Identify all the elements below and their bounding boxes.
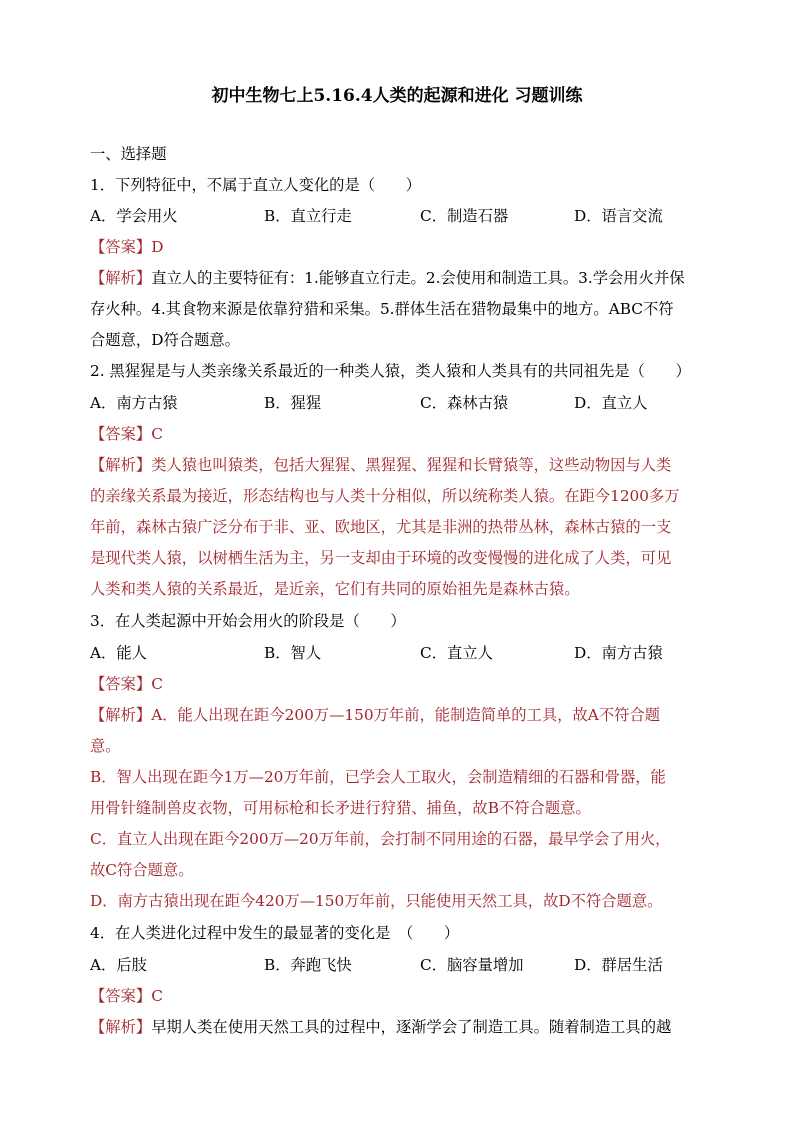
analysis-text: 类人猿也叫猿类，包括大猩猩、黑猩猩、猩猩和长臂猿等，这些动物因与人类 (151, 456, 672, 474)
q4-option-a: A．后肢 (90, 956, 147, 974)
analysis-tag: 【解析】 (90, 456, 152, 474)
q1-analysis-line-3: 合题意，D符合题意。 (90, 331, 240, 349)
q1-option-a: A．学会用火 (90, 207, 178, 225)
q1-analysis-line-1 (90, 266, 685, 290)
answer-tag: 【答案】 (90, 987, 152, 1005)
answer-value: C (151, 425, 163, 443)
q3-option-d: D．南方古猿 (574, 644, 663, 662)
q3-analysis-line-3: B．智人出现在距今1万—20万年前，已学会人工取火，会制造精细的石器和骨器，能 (90, 768, 666, 786)
q4-option-b: B．奔跑飞快 (264, 956, 352, 974)
q4-answer (90, 984, 163, 1008)
q3-analysis-line-2: 意。 (90, 737, 121, 755)
q3-analysis-line-4: 用骨针缝制兽皮衣物，可用标枪和长矛进行狩猎、捕鱼，故B不符合题意。 (90, 799, 591, 817)
analysis-text: A．能人出现在距今200万—150万年前，能制造简单的工具，故A不符合题 (151, 706, 661, 724)
q1-answer (90, 235, 163, 259)
question-4-stem: 4．在人类进化过程中发生的最显著的变化是 （ ） (90, 924, 460, 942)
q2-analysis-line-5: 人类和类人猿的关系最近，是近亲，它们有共同的原始祖先是森林古猿。 (90, 580, 580, 598)
question-2-stem: 2. 黑猩猩是与人类亲缘关系最近的一种类人猿，类人猿和人类具有的共同祖先是（ ） (90, 362, 691, 380)
q3-answer (90, 672, 163, 696)
q4-analysis-line-1 (90, 1015, 671, 1039)
q3-analysis-line-5: C．直立人出现在距今200万—20万年前，会打制不同用途的石器，最早学会了用火， (90, 830, 671, 848)
q2-analysis-line-4: 是现代类人猿，以树栖生活为主，另一支却由于环境的改变慢慢的进化成了人类，可见 (90, 549, 672, 567)
q2-answer (90, 422, 163, 446)
analysis-tag: 【解析】 (90, 1018, 152, 1036)
answer-value: C (151, 987, 163, 1005)
q3-option-c: C．直立人 (420, 644, 493, 662)
q4-option-c: C．脑容量增加 (420, 956, 524, 974)
q2-option-d: D．直立人 (574, 394, 648, 412)
analysis-text: 直立人的主要特征有：1.能够直立行走。2.会使用和制造工具。3.学会用火并保 (151, 269, 685, 287)
answer-tag: 【答案】 (90, 675, 152, 693)
q1-option-b: B．直立行走 (264, 207, 352, 225)
question-3-stem: 3．在人类起源中开始会用火的阶段是（ ） (90, 612, 406, 630)
q1-option-d: D．语言交流 (574, 207, 663, 225)
q2-analysis-line-3: 年前，森林古猿广泛分布于非、亚、欧地区，尤其是非洲的热带丛林，森林古猿的一支 (90, 518, 672, 536)
q3-option-b: B．智人 (264, 644, 322, 662)
q1-option-c: C．制造石器 (420, 207, 509, 225)
analysis-tag: 【解析】 (90, 706, 152, 724)
q2-option-b: B．猩猩 (264, 394, 322, 412)
q3-option-a: A．能人 (90, 644, 147, 662)
q2-analysis-line-2: 的亲缘关系最为接近，形态结构也与人类十分相似，所以统称类人猿。在距今1200多万 (90, 487, 680, 505)
q2-option-c: C．森林古猿 (420, 394, 509, 412)
q2-option-a: A．南方古猿 (90, 394, 178, 412)
page-title: 初中生物七上5.16.4人类的起源和进化 习题训练 (211, 86, 583, 106)
analysis-tag: 【解析】 (90, 269, 152, 287)
q3-analysis-line-6: 故C符合题意。 (90, 861, 194, 879)
q2-analysis-line-1 (90, 453, 671, 477)
q1-analysis-line-2: 存火种。4.其食物来源是依靠狩猎和采集。5.群体生活在猎物最集中的地方。ABC不符 (90, 300, 674, 318)
analysis-text: 早期人类在使用天然工具的过程中，逐渐学会了制造工具。随着制造工具的越 (151, 1018, 672, 1036)
section-heading: 一、选择题 (90, 145, 167, 163)
answer-tag: 【答案】 (90, 238, 152, 256)
q3-analysis-line-1 (90, 703, 660, 727)
q3-analysis-line-7: D．南方古猿出现在距今420万—150万年前，只能使用天然工具，故D不符合题意。 (90, 892, 663, 910)
answer-value: D (151, 238, 164, 256)
q4-option-d: D．群居生活 (574, 956, 663, 974)
question-1-stem: 1．下列特征中，不属于直立人变化的是（ ） (90, 176, 421, 194)
answer-value: C (151, 675, 163, 693)
answer-tag: 【答案】 (90, 425, 152, 443)
